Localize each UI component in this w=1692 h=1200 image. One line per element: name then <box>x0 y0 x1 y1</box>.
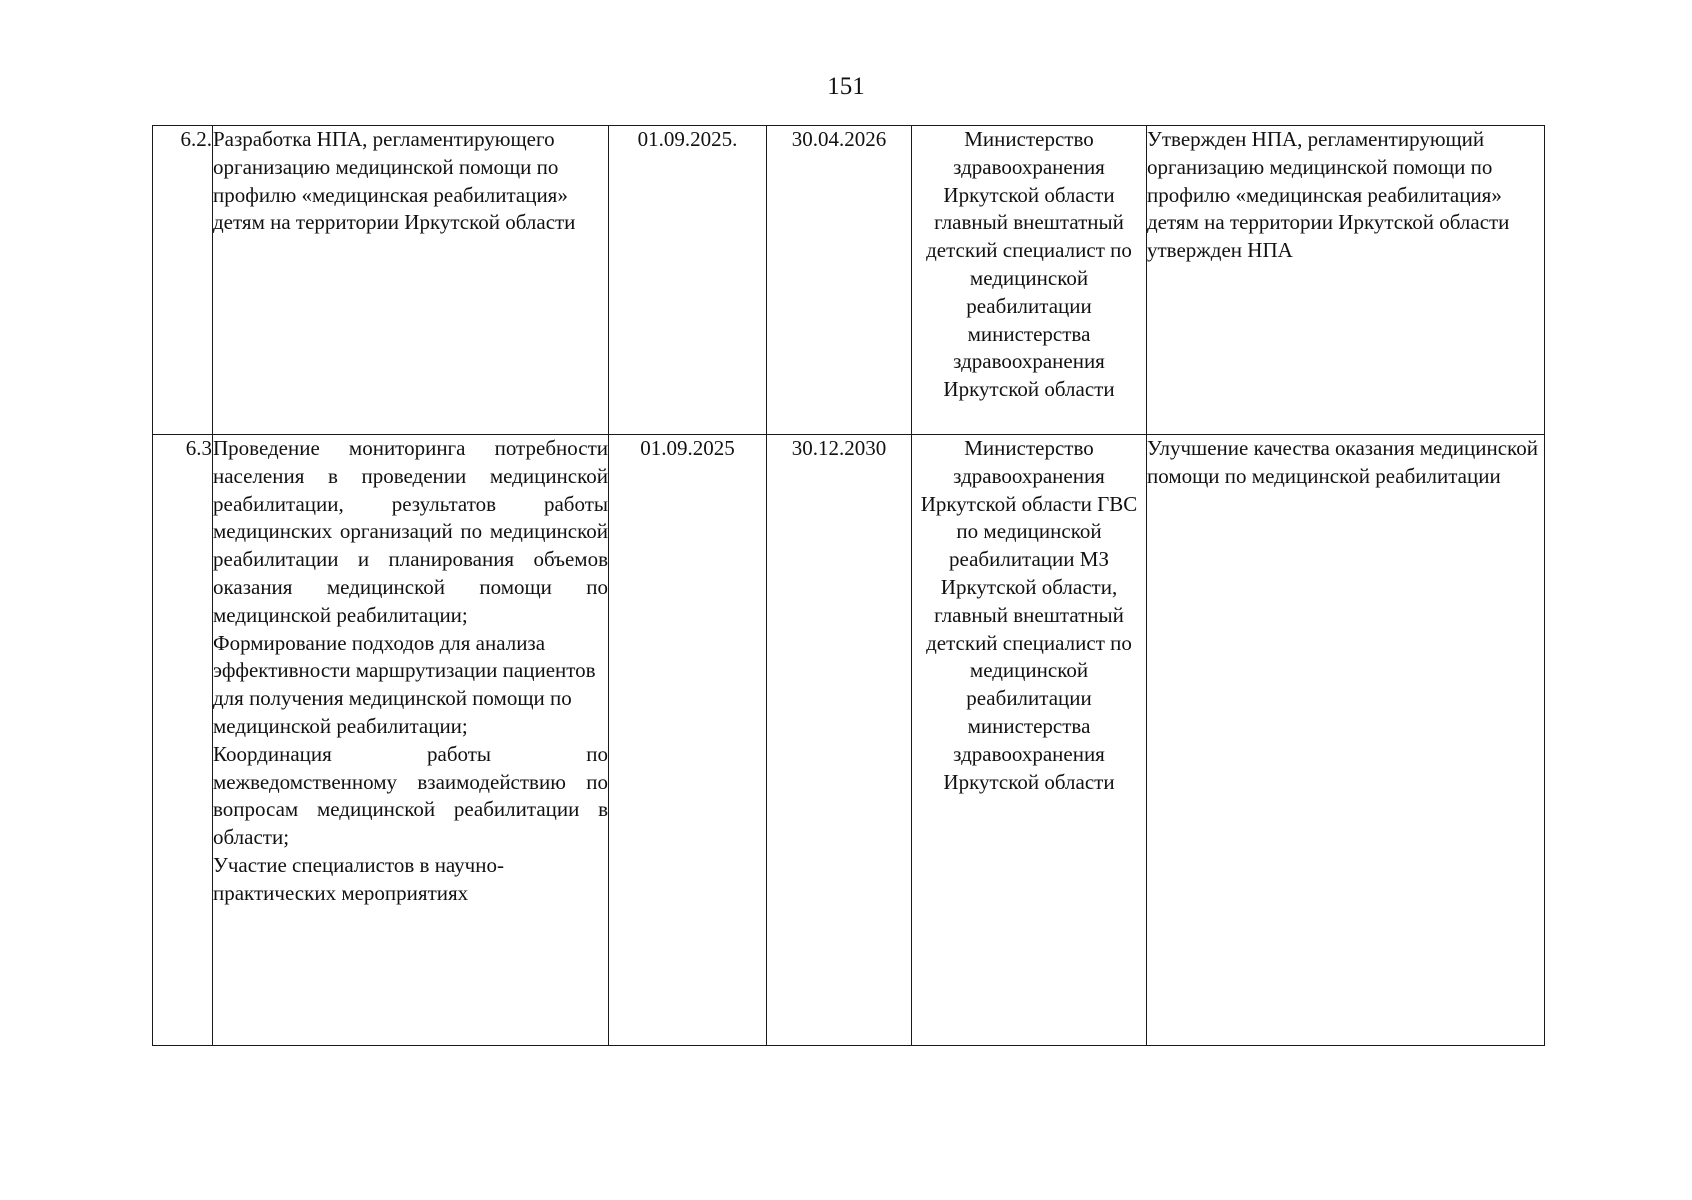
task-item: Проведение мониторинга потребности населения в проведении медицинской реабилитации, результатов работы медицинских организаций по медицинской реабилитации и планирования объемов оказания медицинской помощи по медицинской реабилитации; <box>213 436 608 627</box>
item-number: 6.2. <box>153 126 213 435</box>
expected-result: Улучшение качества оказания медицинской помощи по медицинской реабилитации <box>1147 435 1545 1046</box>
end-date: 30.12.2030 <box>767 435 912 1046</box>
task-item: Участие специалистов в научно-практических мероприятиях <box>213 852 504 905</box>
task-description <box>213 435 609 1046</box>
task-text: Разработка НПА, регламентирующего организацию медицинской помощи по профилю «медицинская реабилитация» детям на территории Иркутской области <box>213 127 576 235</box>
table-row <box>153 126 1545 435</box>
table-row <box>153 435 1545 1046</box>
item-number: 6.3 <box>153 435 213 1046</box>
start-date: 01.09.2025 <box>609 435 767 1046</box>
plan-table <box>152 125 1545 1046</box>
responsible-party: Министерство здравоохранения Иркутской области главный внештатный детский специалист по медицинской реабилитации министерства здравоохранения Иркутской области <box>912 126 1147 435</box>
end-date: 30.04.2026 <box>767 126 912 435</box>
page-number: 151 <box>827 73 865 100</box>
start-date: 01.09.2025. <box>609 126 767 435</box>
task-item: Формирование подходов для анализа эффективности маршрутизации пациентов для получения медицинской помощи по медицинской реабилитации; <box>213 630 596 738</box>
expected-result: Утвержден НПА, регламентирующий организацию медицинской помощи по профилю «медицинская реабилитация» детям на территории Иркутской области утвержден НПА <box>1147 126 1545 435</box>
task-description <box>213 126 609 435</box>
responsible-party: Министерство здравоохранения Иркутской области ГВС по медицинской реабилитации МЗ Иркутской области, главный внештатный детский специалист по медицинской реабилитации министерства здравоохранения Иркутской области <box>912 435 1147 1046</box>
task-item: Координация работы по межведомственному взаимодействию по вопросам медицинской реабилитации в области; <box>213 741 608 850</box>
